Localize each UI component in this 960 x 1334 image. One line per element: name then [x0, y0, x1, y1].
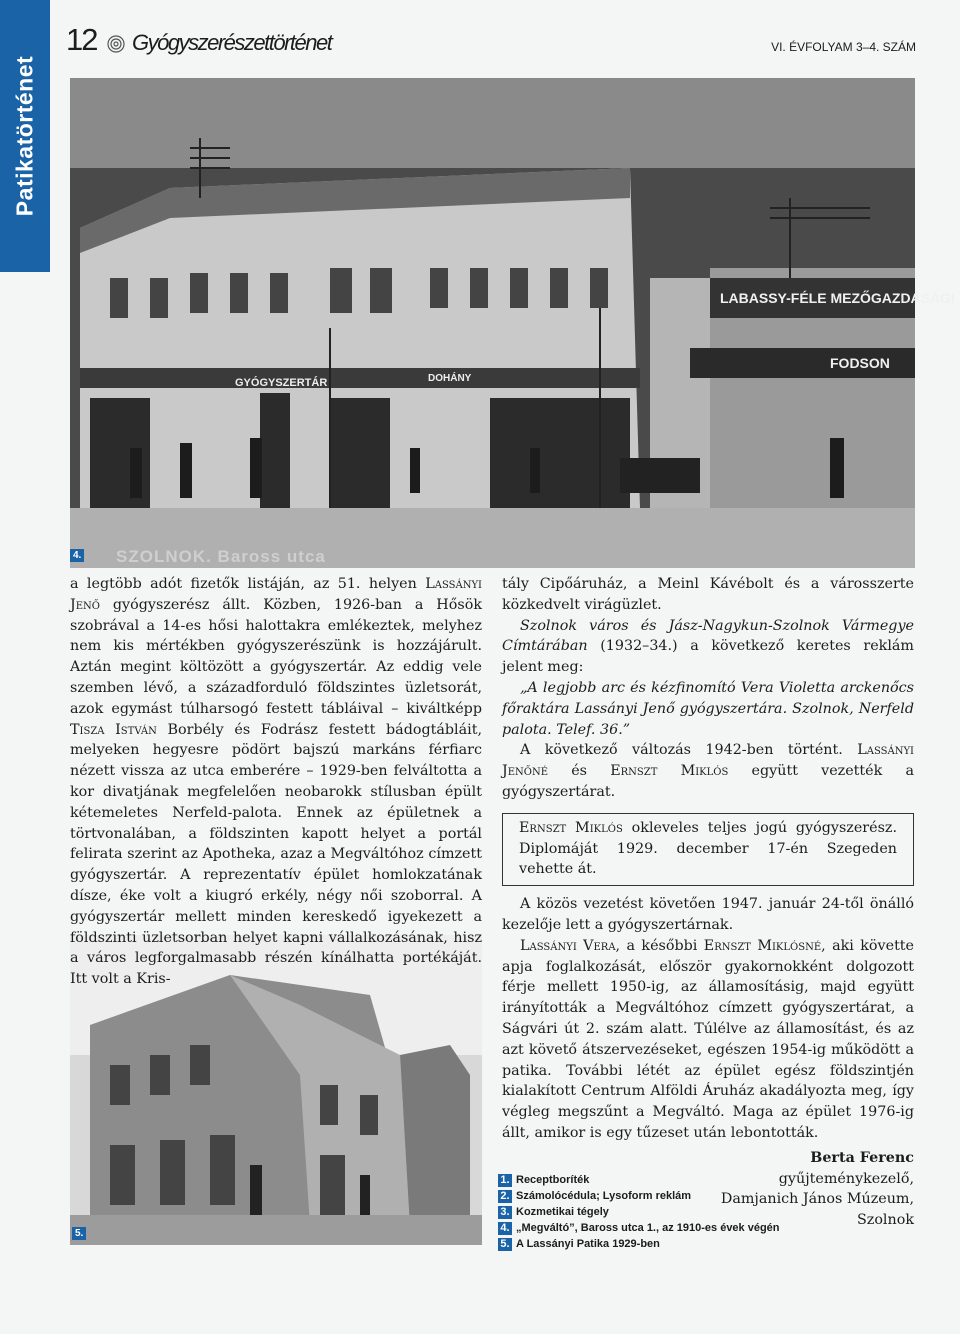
paragraph: A közös vezetést követően 1947. január 24-től önálló kezelője lett a gyógyszertárnak. — [502, 896, 914, 933]
page-header — [66, 22, 916, 62]
street-photo-baross-utca — [70, 78, 955, 568]
caption-item: 2. Számolócédula; Lysoform reklám — [498, 1188, 780, 1204]
sign-labassy: LABASSY-FÉLE MEZŐGAZDASÁGI — [720, 290, 955, 306]
sign-gyogyszertar: GYÓGYSZERTÁR — [235, 377, 328, 389]
advert-quote: „A legjobb arc és kézfinomító Vera Violetta arckenőcs főraktára Lassányi Jenő gyógyszertára. Szolnok, Nerfeld palota. Telef. 36.” — [502, 679, 914, 738]
spiral-icon — [106, 34, 126, 54]
figure-captions — [498, 1172, 780, 1252]
paragraph: tály Cipőáruház, a Meinl Kávébolt és a városszerte közkedvelt virágüzlet. — [502, 576, 914, 613]
sign-dohany: DOHÁNY — [428, 373, 472, 384]
paragraph: Szolnok város és Jász-Nagykun-Szolnok Vármegye Címtárában (1932–34.) a következő keretes reklám jelent meg: — [502, 617, 914, 676]
caption-item: 1. Receptboríték — [498, 1172, 780, 1188]
paragraph: Lassányi Vera, a későbbi Ernszt Miklósné, aki követte apja foglalkozását, először gyakornokként dolgozott férje mellett 1950-ig, az államosításig, majd együtt irányították a Megváltóhoz címzett gyógyszertárat, a Ságvári út 2. szám alatt. Túlélve az államosítást, és az azt követő átszervezéseket, egészen 1954-ig működött a patika. További létét az épület egész földszintjén kialakított Centrum Alföldi Áruház akadályozta meg, így végleg megszűnt a Megváltó. Maga az épület 1976-ig állt, amikor is egy tűzeset után lebontották. — [502, 937, 915, 1141]
volume-label: VI. ÉVFOLYAM 3–4. SZÁM — [771, 40, 916, 54]
paragraph: A következő változás 1942-ben történt. Lassányi Jenőné és Ernszt Miklós együtt vezették a gyógyszertárat. — [502, 742, 914, 800]
photo-number-badge: 4. — [70, 549, 84, 562]
caption-item: 4. „Megváltó”, Baross utca 1., az 1910-es évek végén — [498, 1220, 780, 1236]
caption-item: 5. A Lassányi Patika 1929-ben — [498, 1236, 780, 1252]
photo-overlay-caption: SZOLNOK. Baross utca — [116, 547, 326, 566]
section-title: Gyógyszerészettörténet — [132, 30, 332, 55]
person-name: Lassányi Jenő — [70, 576, 482, 613]
page-number: 12 — [66, 22, 97, 57]
article-left-column — [70, 574, 482, 990]
info-box: Ernszt Miklós okleveles teljes jogú gyógyszerész. Diplomáját 1929. december 17-én Szegeden vehette át. — [502, 813, 914, 886]
person-name: Tisza István — [70, 721, 157, 738]
photo-number-badge-5: 5. — [72, 1227, 86, 1240]
caption-item: 3. Kozmetikai tégely — [498, 1204, 780, 1220]
section-spine-tab — [0, 0, 50, 272]
sign-fodson: FODSON — [830, 355, 890, 371]
spine-label: Patikatörténet — [11, 55, 38, 217]
article-right-column — [502, 574, 914, 1231]
author-signature: Berta Ferenc gyűjteménykezelő, Damjanich János Múzeum, Szolnok — [720, 1149, 914, 1229]
paragraph: a legtöbb adót fizetők listáján, az 51. helyen Lassányi Jenő gyógyszerész állt. Közben, 1926-ban a Hősök szobrával a 14-es hősi halottakra emlékeztek, melyhez nem kis mértékben gyógyszerészünk is hozzájárult. Aztán megint költözött a gyógyszertár. Az eddig vele szemben lévő, a századforduló földszintes üzletsorát, azok egymást túlharsogó festett tábláival – kiváltképp Tisza István Borbély és Fodrász festett bádogtábláit, melyeken hegyesre pödört bajszú markáns férfiarc nézett vissza az utca emberére – 1929-ben felváltotta a kor divatjának megfelelően neobarokk stílusban épült kétemeletes Nerfeld-palota. Ennek az épületnek a törtvonalában, a földszinten kapott helyet a portál felirata szerint az Apotheka, azaz a Megváltóhoz címzett gyógyszertár. A reprezentatív épület homlokzatának dísze, éke volt a kiugró erkély, négy női szoborral. A gyógyszertár mellett minden kereskedő igyekezett a földszinti üzletsorban helyet kapni vállalkozásának, hisz a város legforgalmasabb részén kínálhatta portékáját. Itt volt a Kris- — [70, 576, 482, 988]
